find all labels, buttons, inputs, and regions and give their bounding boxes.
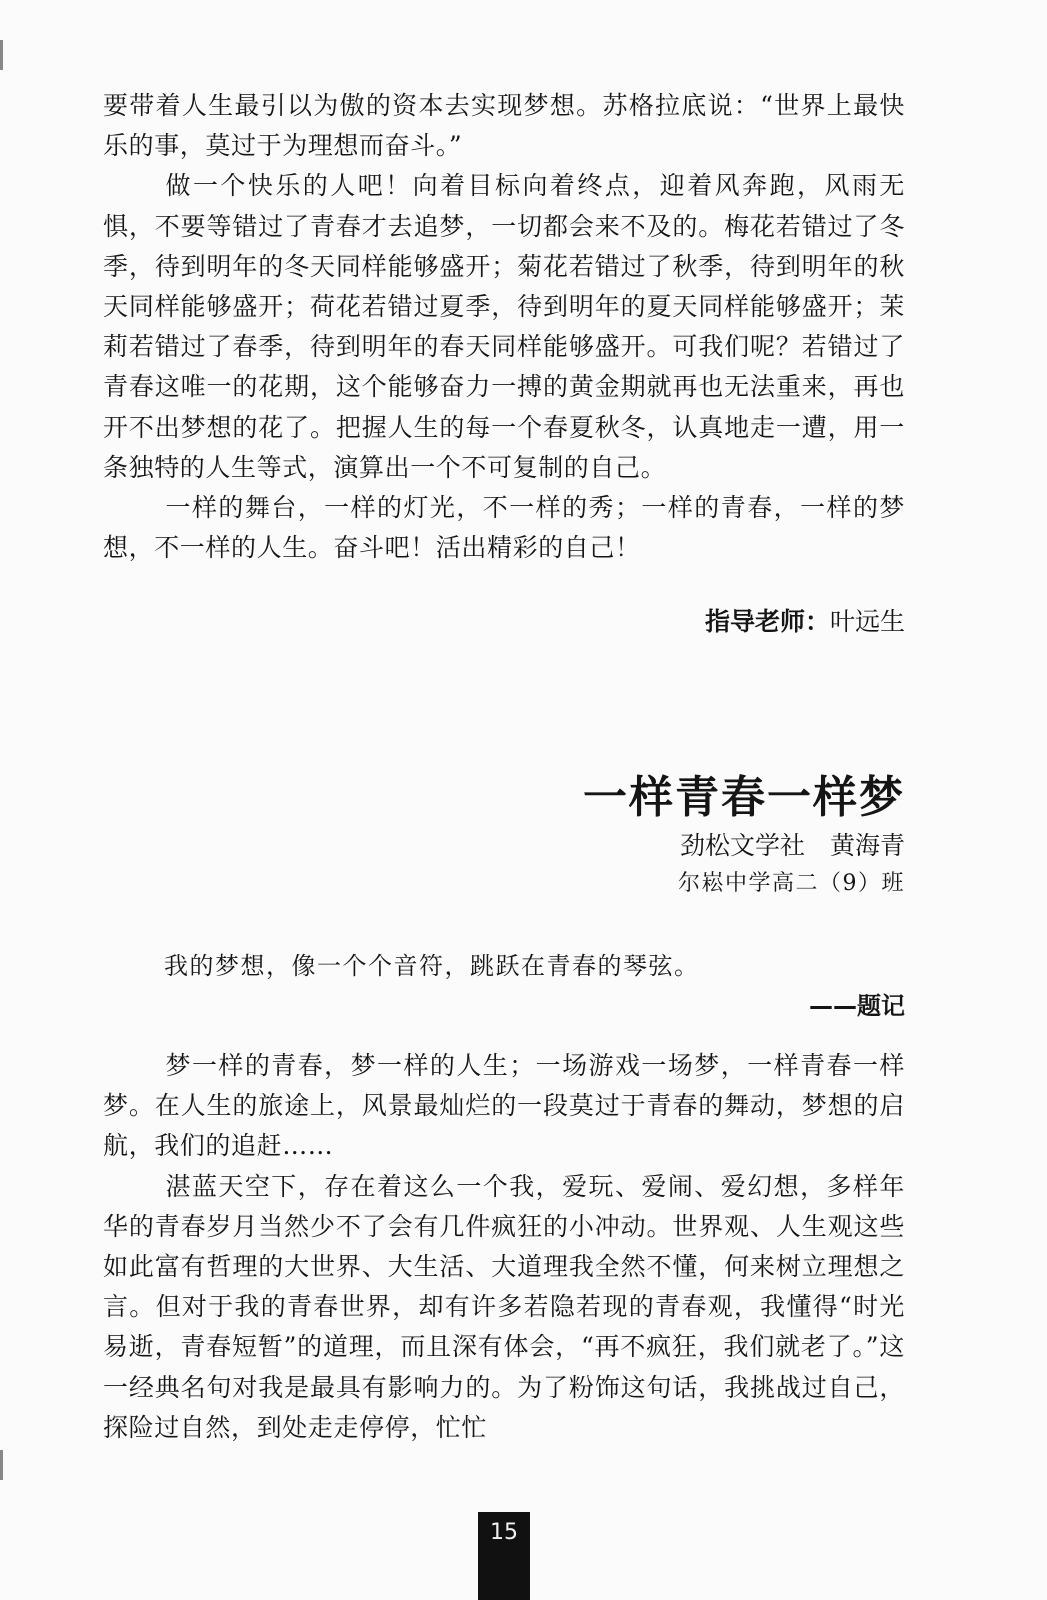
scan-edge-mark xyxy=(0,40,3,70)
epigraph: 我的梦想，像一个个音符，跳跃在青春的琴弦。 xyxy=(164,952,700,980)
paragraph: 要带着人生最引以为傲的资本去实现梦想。苏格拉底说：“世界上最快乐的事，莫过于为理想而奋斗。” xyxy=(103,91,905,161)
page-number: 15 xyxy=(478,1512,530,1600)
paragraph: 梦一样的青春，梦一样的人生；一场游戏一场梦，一样青春一样梦。在人生的旅途上，风景最灿烂的一段莫过于青春的舞动，梦想的启航，我们的追赶…… xyxy=(103,1051,905,1161)
scan-edge-mark xyxy=(0,1450,3,1480)
guide-name: 叶远生 xyxy=(829,607,905,636)
epigraph-source: ——题记 xyxy=(809,992,905,1020)
article-author: 劲松文学社 黄海青 xyxy=(679,831,905,860)
article-body xyxy=(103,1046,905,1448)
paragraph: 湛蓝天空下，存在着这么一个我，爱玩、爱闹、爱幻想，多样年华的青春岁月当然少不了会有几件疯狂的小冲动。世界观、人生观这些如此富有哲理的大世界、大生活、大道理我全然不懂，何来树立理想之言。但对于我的青春世界，却有许多若隐若现的青春观，我懂得“时光易逝，青春短暂”的道理，而且深有体会，“再不疯狂，我们就老了。”这一经典名句对我是最具有影响力的。为了粉饰这句话，我挑战过自己，探险过自然，到处走走停停，忙忙 xyxy=(103,1171,905,1442)
guide-label: 指导老师： xyxy=(704,607,830,636)
article-title: 一样青春一样梦 xyxy=(583,772,905,823)
paragraph: 一样的舞台，一样的灯光，不一样的秀；一样的青春，一样的梦想，不一样的人生。奋斗吧！活出精彩的自己！ xyxy=(103,493,905,563)
prev-article-body xyxy=(103,86,905,568)
article-class: 尔崧中学高二（9）班 xyxy=(678,871,905,896)
guide-teacher xyxy=(705,602,905,642)
paragraph: 做一个快乐的人吧！向着目标向着终点，迎着风奔跑，风雨无惧，不要等错过了青春才去追梦，一切都会来不及的。梅花若错过了冬季，待到明年的冬天同样能够盛开；菊花若错过了秋季，待到明年的秋天同样能够盛开；荷花若错过夏季，待到明年的夏天同样能够盛开；茉莉若错过了春季，待到明年的春天同样能够盛开。可我们呢？若错过了青春这唯一的花期，这个能够奋力一搏的黄金期就再也无法重来，再也开不出梦想的花了。把握人生的每一个春夏秋冬，认真地走一遭，用一条独特的人生等式，演算出一个不可复制的自己。 xyxy=(103,171,905,482)
